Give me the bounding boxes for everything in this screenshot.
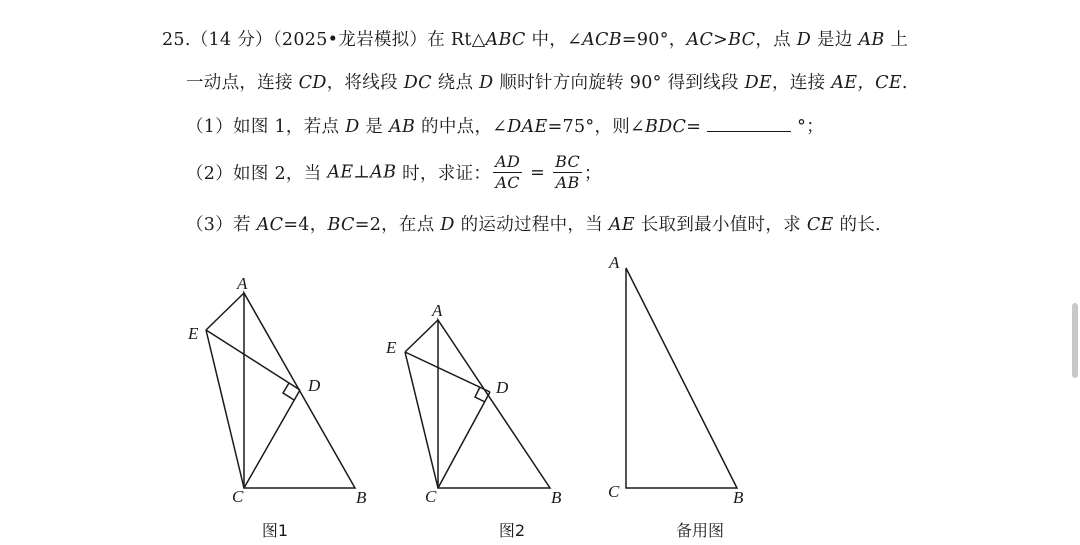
fig1-label-c: C bbox=[232, 487, 244, 506]
fig3-caption: 备用图 bbox=[675, 521, 725, 540]
fig2-label-e: E bbox=[386, 338, 397, 357]
fig2-segment-de bbox=[405, 352, 490, 392]
fig2-caption: 图2 bbox=[498, 521, 526, 540]
fraction-ad-ac: $\frac{AD}{AC}$ bbox=[495, 152, 521, 192]
fig2-segment-ce bbox=[405, 352, 438, 488]
fig3-triangle-abc bbox=[626, 268, 737, 488]
problem-line-2: 一动点，连接 CD，将线段 DC 绕点 D 顺时针方向旋转 90° 得到线段 DE，连接 AE，CE. bbox=[186, 73, 908, 93]
fraction-bc-ab: $\frac{BC}{AB}$ bbox=[555, 152, 581, 192]
fig2-label-d: D bbox=[496, 378, 509, 397]
problem-line-1: 25.（14 分）（2025•龙岩模拟）在 Rt△ABC 中，∠ACB=90°，AC>BC，点 D 是边 AB 上 bbox=[162, 30, 909, 50]
fig1-label-a: A bbox=[237, 274, 248, 293]
fig1-segment-ce bbox=[206, 330, 244, 488]
fig1-segment-de bbox=[206, 330, 300, 390]
fig1-segment-cd bbox=[244, 390, 300, 488]
fig1-label-d: D bbox=[308, 376, 321, 395]
fig3-label-b: B bbox=[733, 488, 744, 507]
figure-2 bbox=[385, 301, 562, 540]
figure-1 bbox=[187, 274, 367, 540]
part-3: （3）若 AC=4，BC=2，在点 D 的运动过程中，当 AE 长取到最小值时，求 CE 的长. bbox=[186, 215, 881, 235]
part-1: （1）如图 1，若点 D 是 AB 的中点，∠DAE=75°，则∠BDC= °； bbox=[186, 117, 825, 137]
fig2-segment-ae bbox=[405, 320, 438, 352]
fig3-label-a: A bbox=[609, 253, 620, 272]
fig2-segment-cd bbox=[438, 392, 490, 488]
fig2-label-a: A bbox=[432, 301, 443, 320]
fig3-label-c: C bbox=[608, 482, 620, 501]
fig1-caption: 图1 bbox=[261, 521, 289, 540]
scrollbar-thumb[interactable] bbox=[1072, 303, 1078, 378]
fig1-label-e: E bbox=[188, 324, 199, 343]
fig2-triangle-abc bbox=[438, 320, 550, 488]
fig1-segment-ae bbox=[206, 293, 244, 330]
figure-3 bbox=[608, 253, 744, 540]
fig1-label-b: B bbox=[356, 488, 367, 507]
fig2-label-c: C bbox=[425, 487, 437, 506]
fig2-label-b: B bbox=[551, 488, 562, 507]
part-2: （2）如图 2，当 AE⊥AB 时，求证： $\frac{AD}{AC}$ = $\frac{BC}{AB}$ ； bbox=[186, 152, 602, 192]
